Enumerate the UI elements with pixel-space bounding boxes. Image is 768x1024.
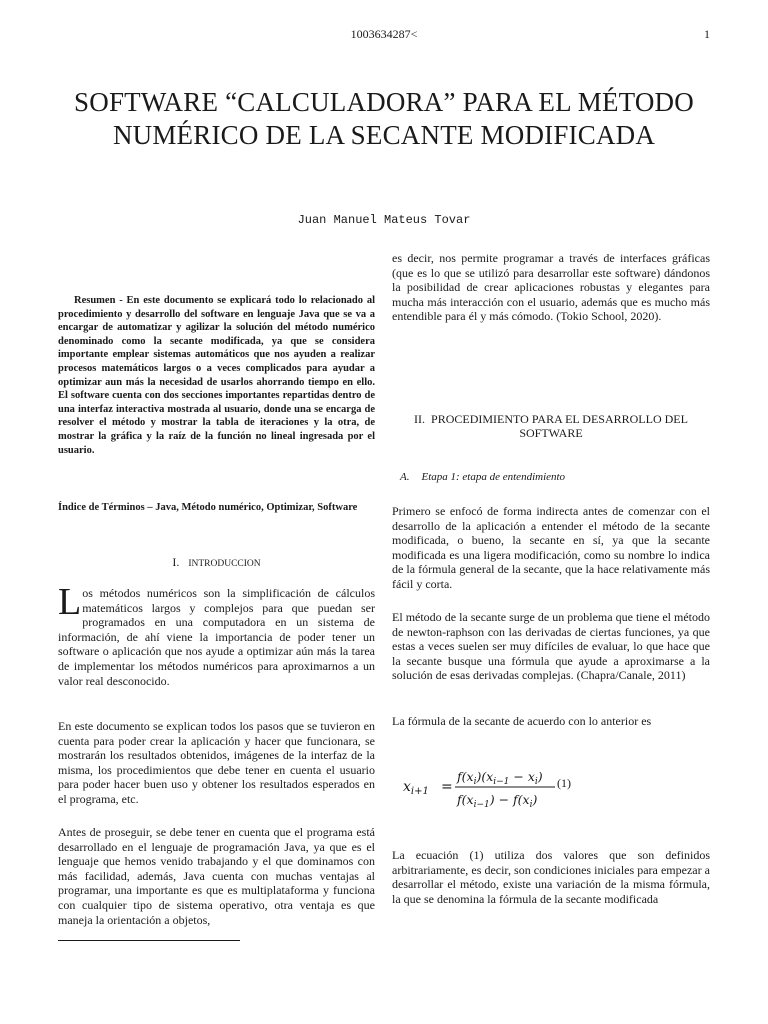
header-document-id: 1003634287< bbox=[350, 27, 418, 41]
section-heading-procedure bbox=[392, 412, 710, 440]
svg-text:f(xi)(xi−1 − xi): $f(x_i)(x_{i-1} - x_i)$ bbox=[457, 769, 543, 787]
svg-text:=: = bbox=[441, 779, 453, 795]
body-paragraph-4: La ecuación (1) utiliza dos valores que son definidos arbitrariamente, es decir, son condiciones iniciales para empezar a desarrollar el método, existe una variación de la misma fórmula, la que se denomina la fórmula de la secante modificada bbox=[392, 848, 710, 906]
section-heading-introduction bbox=[58, 555, 375, 571]
intro-paragraph-1-text: os métodos numéricos son la simplificación de cálculos matemáticos largos y complejos para que puedan ser programados en una computadora en un sistema de información, de ahí viene la importancia de poder tener un software o aplicación que nos ayude a optimizar aún más la tarea de implementar los métodos numéricos para aproximarnos a un valor real desconocido. bbox=[58, 586, 375, 688]
intro-paragraph-2: En este documento se explican todos los pasos que se tuvieron en cuenta para poder crear la aplicación y hacer que funcionara, se mostrarán los resultados obtenidos, imágenes de la interfaz de la misma, los procedimientos que debe tener en cuenta el usuario para poder hacer buen uso y obtener los resultados esperados en el programa, etc. bbox=[58, 719, 375, 806]
equation-number: (1) bbox=[557, 776, 571, 790]
continued-paragraph: es decir, nos permite programar a través de interfaces gráficas (que es lo que se utilizó para desarrollar este software) dándonos la posibilidad de crear aplicaciones robustas y elegantes para mucha más interacción con el usuario, además que es mucho más entendible para él y más cómodo. (Tokio School, 2020). bbox=[392, 251, 710, 324]
page-number: 1 bbox=[704, 27, 710, 41]
body-paragraph-3: La fórmula de la secante de acuerdo con lo anterior es bbox=[392, 714, 652, 728]
section-number: I. bbox=[172, 555, 180, 569]
subsection-heading-a bbox=[392, 471, 565, 483]
intro-paragraph-1 bbox=[58, 581, 375, 688]
drop-cap: L bbox=[58, 581, 82, 623]
body-paragraph-1: Primero se enfocó de forma indirecta antes de comenzar con el desarrollo de la aplicación a entender el método de la secante modificada, o bueno, la secante en sí, ya que la secante modificada es una ligera modificación, como su nombre lo indica de la fórmula general de la secante, que la hace relativamente más fácil y corta. bbox=[392, 504, 710, 591]
author-name: Juan Manuel Mateus Tovar bbox=[297, 213, 471, 227]
abstract: Resumen - En este documento se explicará todo lo relacionado al procedimiento y desarrollo del software en lenguaje Java que se va a encargar de automatizar y agilizar la solución del método numérico denominado como la secante modificada, ya que se considera importante emplear sistemas automáticos que nos ayuden a realizar procesos matemáticos largos o a veces complicados para ayudar a optimizar aun más la necesidad de usarlos ahorrando tiempo en ello. El software cuenta con dos secciones importantes repartidas dentro de una interfaz interactiva mostrada al usuario, donde una se encarga de resolver el método y mostrar la tabla de iteraciones y la otra, de mostrar la gráfica y la raíz de la función no lineal ingresada por el usuario. bbox=[58, 295, 375, 456]
paper-title: SOFTWARE “CALCULADORA” PARA EL MÉTODO NUMÉRICO DE LA SECANTE MODIFICADA bbox=[74, 87, 694, 150]
svg-text:f(xi−1) − f(xi): $f(x_{i-1}) - f(x_i)$ bbox=[457, 792, 538, 810]
subsection-label: A. bbox=[400, 471, 410, 483]
svg-text:xi+1: $x_{i+1}$ bbox=[403, 779, 429, 797]
index-terms: Índice de Términos – Java, Método numérico, Optimizar, Software bbox=[58, 502, 358, 513]
body-paragraph-2: El método de la secante surge de un problema que tiene el método de newton-raphson con las derivadas de ciertas funciones, ya que estas a veces suelen ser muy difíciles de evaluar, lo que hace que la secante busque una fórmula que ayude a aproximarse a la solución de esas derivadas complejas. (Chapra/Canale, 2011) bbox=[392, 610, 710, 683]
section-title: INTRODUCCION bbox=[188, 559, 261, 569]
footnote-divider bbox=[58, 940, 240, 941]
section-title: PROCEDIMIENTO PARA EL DESARROLLO DEL SOFTWARE bbox=[431, 412, 688, 440]
subsection-title: Etapa 1: etapa de entendimiento bbox=[421, 471, 566, 483]
section-number: II. bbox=[414, 412, 426, 426]
intro-paragraph-3: Antes de proseguir, se debe tener en cuenta que el programa está desarrollado en el lenguaje de programación Java, ya que es el lenguaje que hemos venido trabajando y el que dominamos con más facilidad, además, Java cuenta con muchas ventajas al programar, una importante es que es multiplataforma y funciona con cualquier tipo de sistema operativo, otra ventaja es que maneja la orientación a objetos, bbox=[58, 825, 375, 927]
secant-formula bbox=[403, 762, 573, 810]
